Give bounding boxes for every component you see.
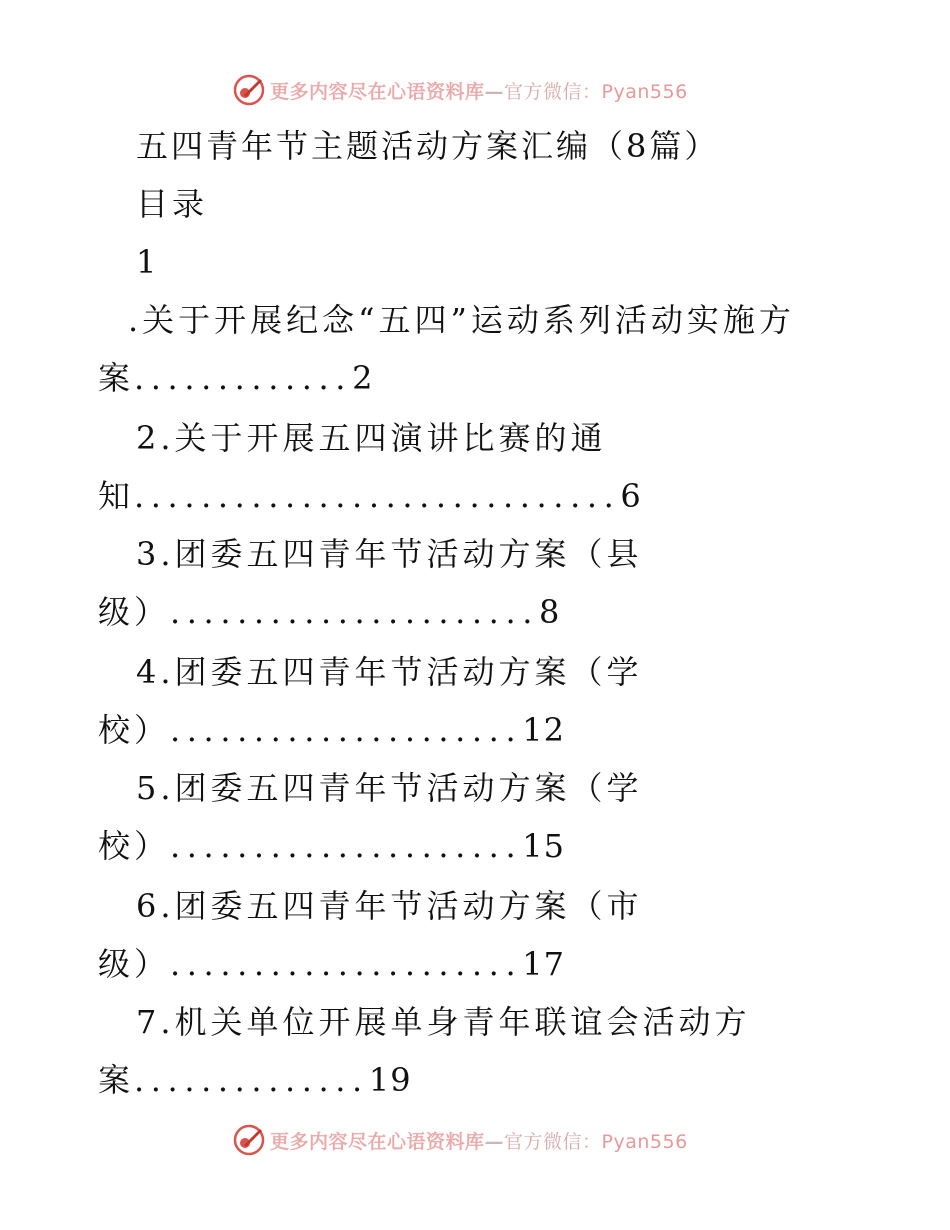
toc-entry-4-line1: 4.团委五四青年节活动方案（学 bbox=[136, 653, 643, 691]
toc-entry-4-page: 12 bbox=[522, 711, 565, 749]
toc-entry-7-leader: .............. bbox=[134, 1061, 369, 1099]
toc-entry-4-line2 bbox=[98, 710, 565, 750]
toc-entry-6-line1: 6.团委五四青年节活动方案（市 bbox=[136, 887, 643, 925]
toc-entry-4-tail: 校） bbox=[98, 711, 171, 749]
toc-entry-3-line1: 3.团委五四青年节活动方案（县 bbox=[136, 535, 643, 573]
toc-entry-6-page: 17 bbox=[522, 945, 565, 983]
quill-logo-icon bbox=[232, 1123, 266, 1157]
toc-entry-1-leader: ............. bbox=[134, 359, 353, 397]
toc-entry-1-page: 2 bbox=[352, 359, 374, 397]
toc-entry-5-leader: ..................... bbox=[170, 827, 523, 865]
toc-entry-7-line1: 7.机关单位开展单身青年联谊会活动方 bbox=[136, 1003, 751, 1041]
toc-entry-7-line2 bbox=[98, 1060, 412, 1100]
toc-entry-6-leader: ..................... bbox=[170, 945, 523, 983]
banner-wechat-label: 官方微信： bbox=[504, 80, 602, 103]
toc-entry-3-page: 8 bbox=[539, 593, 561, 631]
toc-heading: 目录 bbox=[136, 185, 209, 223]
toc-entry-1-line1: .关于开展纪念“五四”运动系列活动实施方 bbox=[128, 301, 795, 339]
banner-wechat-label: 官方微信： bbox=[504, 1130, 602, 1153]
toc-entry-5-line2 bbox=[98, 826, 565, 866]
toc-entry-6-tail: 级） bbox=[98, 945, 171, 983]
header-watermark-banner bbox=[232, 72, 688, 108]
toc-entry-1-tail: 案 bbox=[98, 359, 135, 397]
quill-logo-icon bbox=[232, 73, 266, 107]
banner-site: 更多内容尽在心语资料库 bbox=[270, 80, 485, 103]
toc-entry-5-page: 15 bbox=[522, 827, 565, 865]
toc-entry-2-line1: 2.关于开展五四演讲比赛的通 bbox=[136, 419, 607, 457]
banner-wechat-id: Pyan556 bbox=[601, 80, 688, 103]
toc-entry-3-leader: ...................... bbox=[170, 593, 539, 631]
toc-entry-7-page: 19 bbox=[368, 1061, 412, 1099]
banner-separator: — bbox=[484, 80, 505, 103]
toc-entry-5-tail: 校） bbox=[98, 827, 171, 865]
banner-text bbox=[270, 77, 688, 104]
toc-entry-2-leader: ............................. bbox=[134, 477, 621, 515]
banner-site: 更多内容尽在心语资料库 bbox=[270, 1130, 485, 1153]
toc-entry-2-page: 6 bbox=[620, 477, 642, 515]
toc-entry-2-line2 bbox=[98, 476, 642, 516]
footer-watermark-banner bbox=[232, 1122, 688, 1158]
toc-entry-5-line1: 5.团委五四青年节活动方案（学 bbox=[136, 769, 643, 807]
toc-entry-3-line2 bbox=[98, 592, 560, 632]
toc-entry-3-tail: 级） bbox=[98, 593, 171, 631]
toc-entry-4-leader: ..................... bbox=[170, 711, 523, 749]
toc-entry-2-tail: 知 bbox=[98, 477, 135, 515]
toc-entry-1-line2 bbox=[98, 358, 373, 398]
document-title: 五四青年节主题活动方案汇编（8篇） bbox=[136, 127, 720, 165]
toc-entry-7-tail: 案 bbox=[98, 1061, 135, 1099]
banner-separator: — bbox=[484, 1130, 505, 1153]
toc-number-fragment: 1 bbox=[136, 243, 161, 281]
banner-text bbox=[270, 1127, 688, 1154]
toc-entry-6-line2 bbox=[98, 944, 565, 984]
banner-wechat-id: Pyan556 bbox=[601, 1130, 688, 1153]
